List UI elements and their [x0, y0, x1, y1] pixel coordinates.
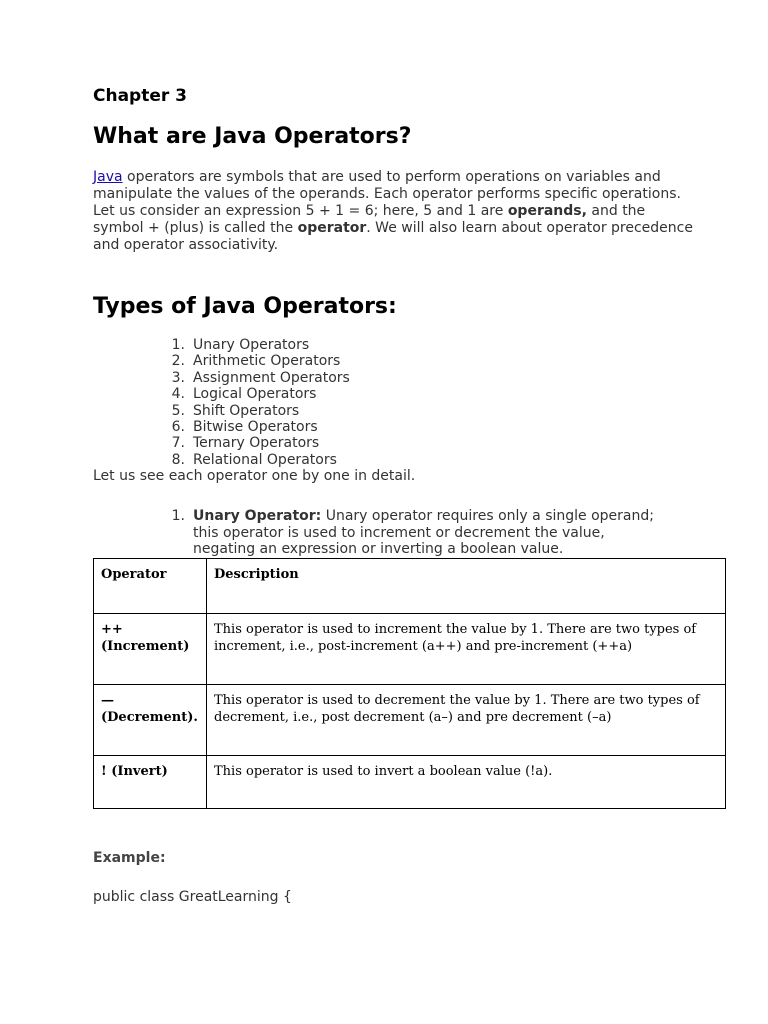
intro-paragraph	[93, 169, 693, 254]
lead-sentence: Let us see each operator one by one in detail.	[93, 468, 416, 484]
description-cell: This operator is used to increment the value by 1. There are two types of increment, i.e., post-increment (a++) and pre-increment (++a)	[207, 614, 726, 685]
list-item: 3. Assignment Operators	[171, 369, 350, 386]
list-item: 2. Arithmetic Operators	[171, 353, 341, 370]
list-item: 7. Ternary Operators	[171, 435, 320, 452]
table-row	[94, 756, 726, 809]
unary-number: 1.	[171, 508, 185, 524]
intro-text-3: . We will also learn about operator precedence and operator associativity.	[93, 220, 693, 253]
description-cell: This operator is used to invert a boolean value (!a).	[207, 756, 726, 809]
operator-cell: ++ (Increment)	[94, 614, 207, 685]
unary-operators-table	[93, 558, 726, 809]
table-row	[94, 614, 726, 685]
column-header-description: Description	[207, 559, 726, 614]
intro-text-1: operators are symbols that are used to perform operations on variables and manipulate the values of the operands. Each operator performs specific operations. Let us consider an expression 5 + 1 = 6; here, 5 and 1 are	[93, 169, 681, 219]
intro-bold-operands: operands,	[507, 203, 587, 219]
operator-cell: ! (Invert)	[94, 756, 207, 809]
operator-types-list	[163, 337, 350, 468]
list-item: 6. Bitwise Operators	[171, 419, 318, 436]
unary-bold-label: Unary Operator:	[193, 508, 322, 524]
unary-description: Unary Operator: Unary operator requires only a single operand; this operator is used to increment or decrement the value, negating an expression or inverting a boolean value.	[193, 508, 654, 557]
chapter-label: Chapter 3	[93, 86, 188, 106]
operator-cell: — (Decrement).	[94, 685, 207, 756]
page-title: What are Java Operators?	[93, 124, 412, 149]
code-line: public class GreatLearning {	[93, 889, 292, 905]
list-item: 4. Logical Operators	[171, 386, 317, 403]
list-item: 8. Relational Operators	[171, 451, 337, 468]
java-link[interactable]: Java	[93, 169, 123, 185]
list-item: 1. Unary Operators	[171, 337, 310, 353]
list-item: 5. Shift Operators	[171, 402, 300, 419]
types-heading: Types of Java Operators:	[93, 294, 397, 319]
description-cell: This operator is used to decrement the value by 1. There are two types of decrement, i.e., post decrement (a–) and pre decrement (–a)	[207, 685, 726, 756]
table-header-row	[94, 559, 726, 614]
unary-operator-item	[163, 508, 663, 558]
column-header-operator: Operator	[94, 559, 207, 614]
intro-text-2: and the symbol + (plus) is called the	[93, 203, 646, 236]
example-label: Example:	[93, 850, 166, 866]
intro-bold-operator: operator	[297, 220, 367, 236]
table-row	[94, 685, 726, 756]
